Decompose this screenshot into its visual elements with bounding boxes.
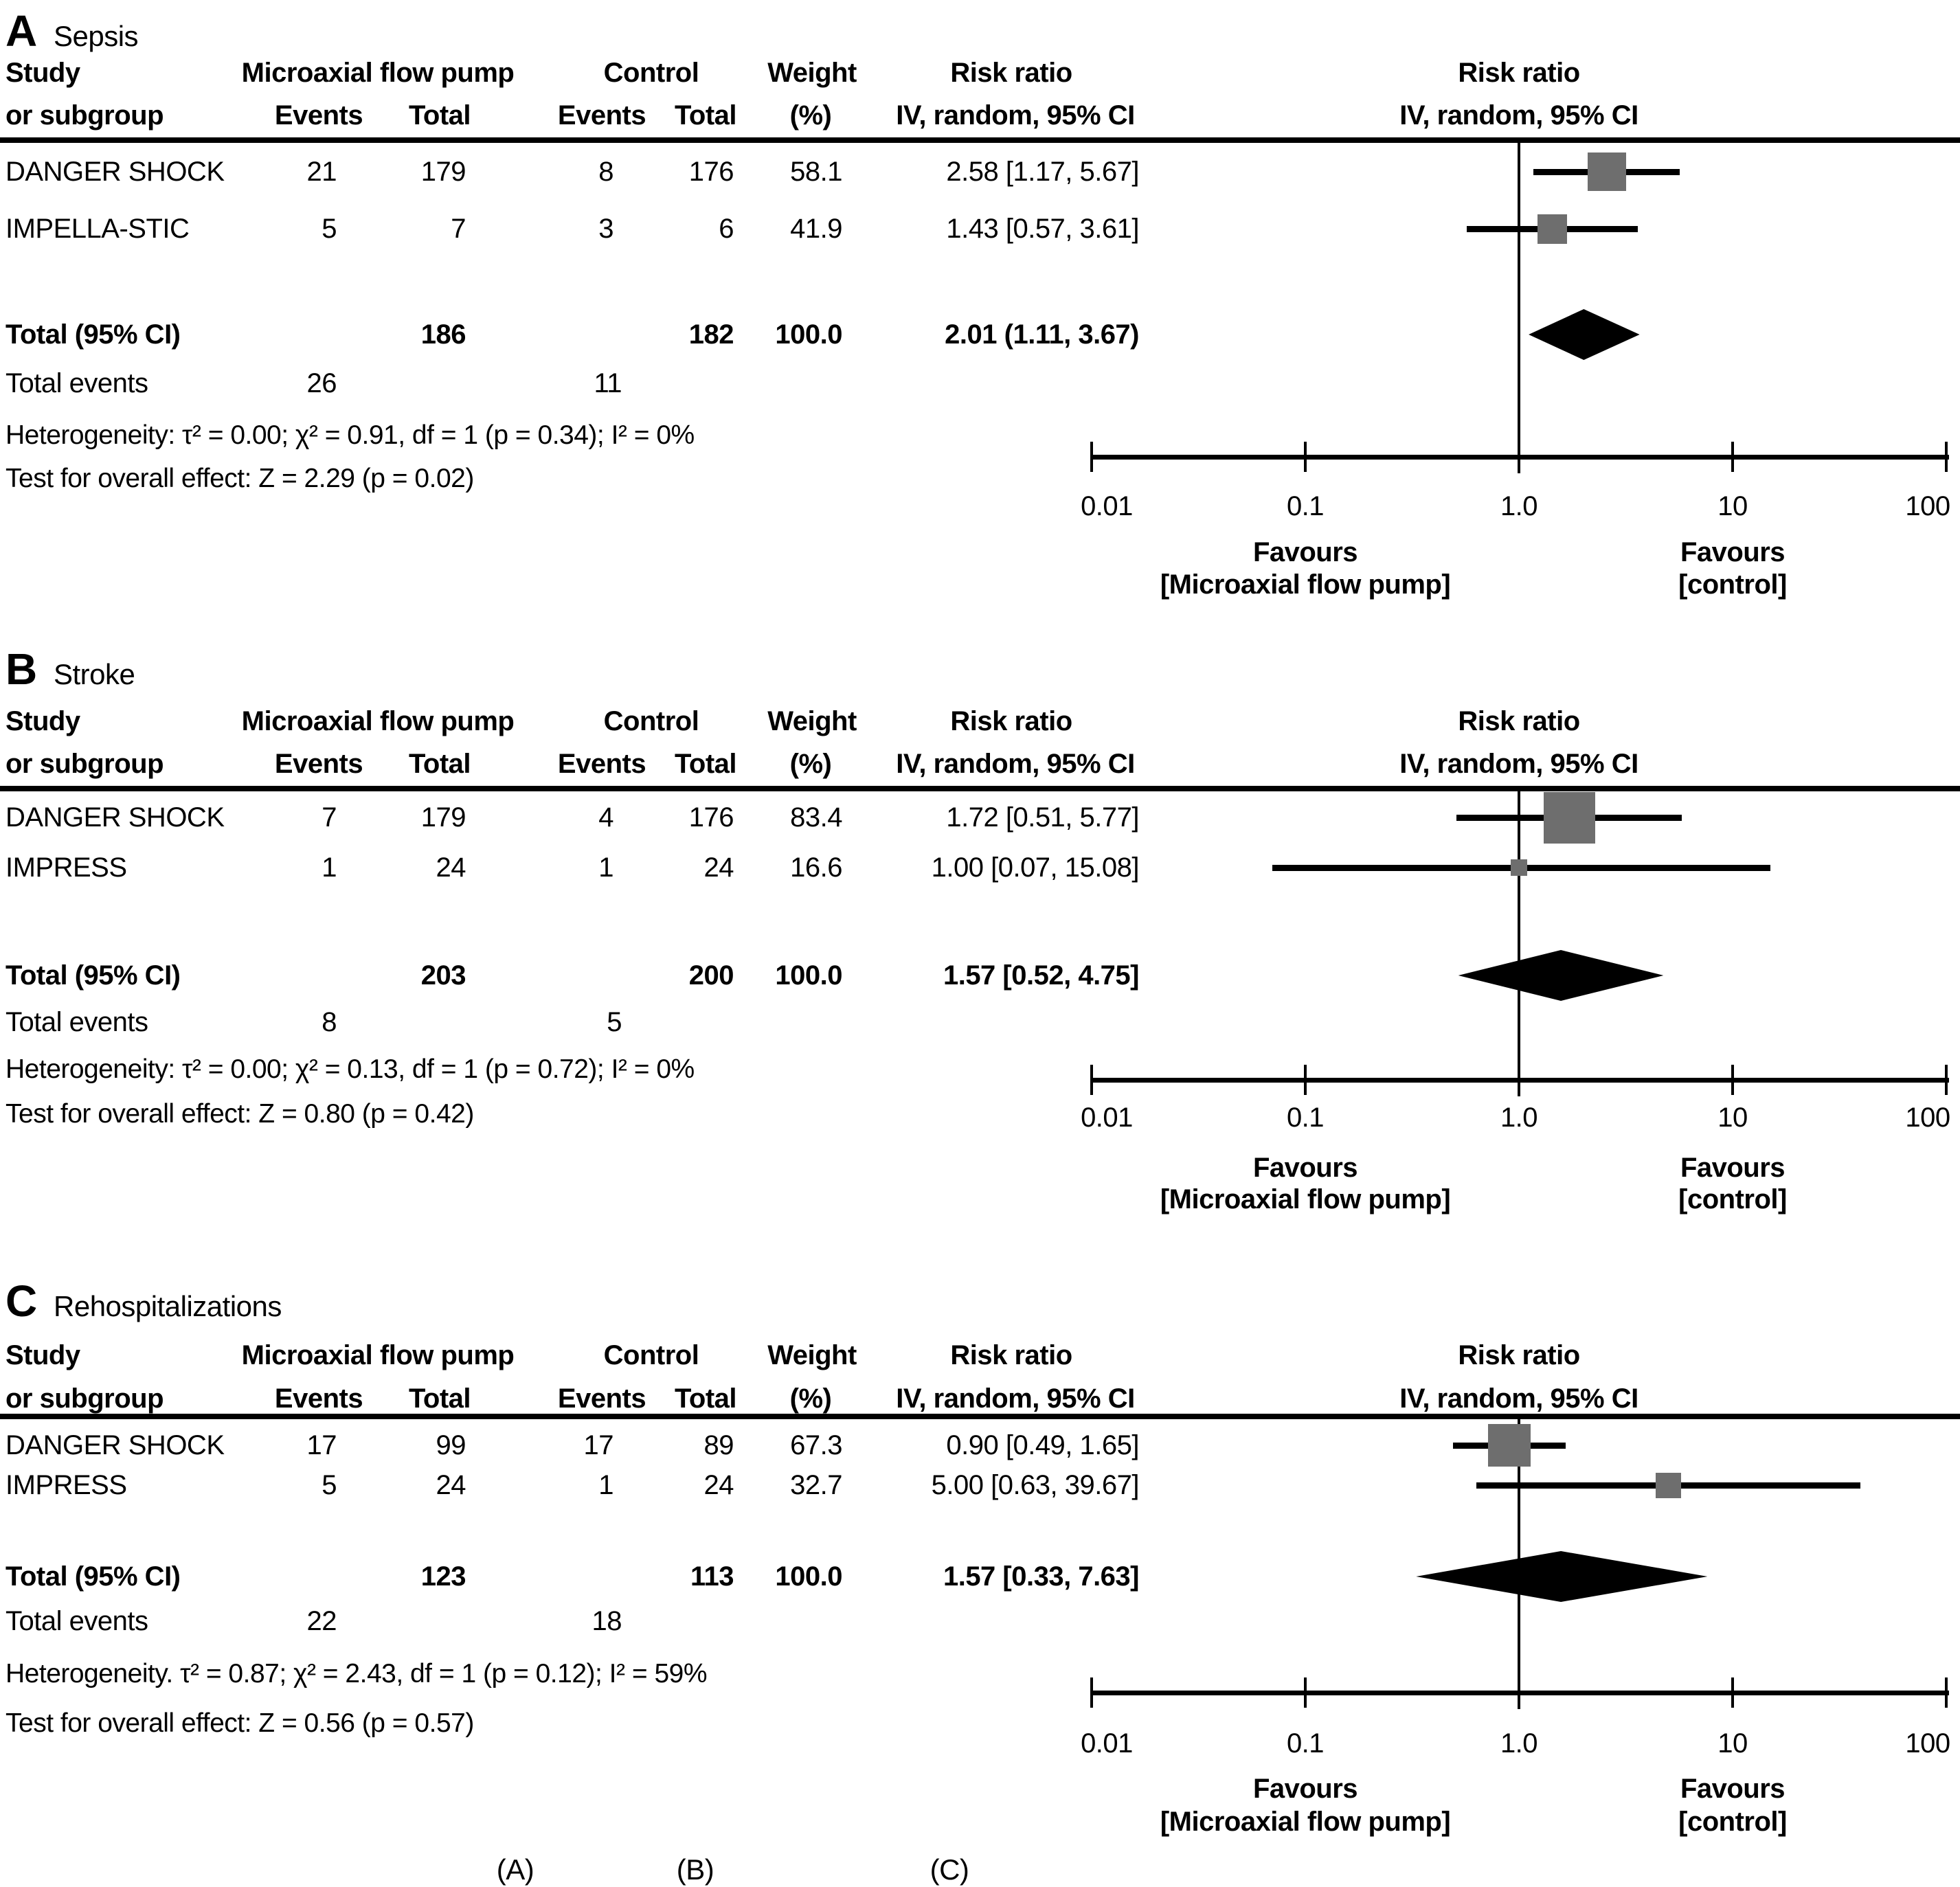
total-ctl-total: 113 (690, 1561, 734, 1592)
axis-tick (1731, 1677, 1734, 1708)
rr-ci-value: 0.90 [0.49, 1.65] (946, 1430, 1139, 1460)
tx-total-value: 179 (420, 802, 466, 833)
favours-right-line1: Favours (1680, 537, 1786, 567)
effect-square (1588, 152, 1626, 191)
tx-total-value: 7 (451, 214, 466, 244)
col-weight-line1: Weight (767, 1340, 857, 1370)
col-rr-line2: IV, random, 95% CI (896, 749, 1135, 779)
weight-value: 32.7 (790, 1470, 842, 1500)
col-weight-line1: Weight (767, 58, 857, 88)
plot-header-rr-line1: Risk ratio (1458, 706, 1580, 736)
col-group-control: Control (603, 1340, 699, 1370)
panel-title-b: Stroke (54, 657, 135, 690)
caption-fragment: (A) (496, 1853, 534, 1886)
weight-value: 16.6 (790, 852, 842, 883)
study-name: DANGER SHOCK (5, 802, 225, 833)
col-tx-events: Events (274, 100, 363, 131)
axis-tick-label: 0.01 (1081, 1103, 1133, 1133)
axis-tick (1731, 1065, 1734, 1095)
col-group-control: Control (603, 706, 699, 736)
axis-tick (1518, 1677, 1520, 1708)
col-group-treatment: Microaxial flow pump (241, 706, 515, 736)
ctl-total-value: 176 (688, 157, 734, 187)
header-rule (0, 786, 1960, 791)
reference-line (1518, 143, 1520, 473)
total-events-label: Total events (5, 1007, 148, 1037)
study-name: DANGER SHOCK (5, 157, 225, 187)
tx-events-value: 1 (322, 852, 337, 883)
header-rule (0, 1414, 1960, 1419)
study-name: IMPRESS (5, 852, 127, 883)
axis-tick-label: 0.1 (1286, 491, 1325, 521)
col-group-control: Control (603, 58, 699, 88)
axis-tick-label: 10 (1717, 1728, 1748, 1759)
total-tx-total: 203 (420, 960, 466, 991)
summary-diamond (1458, 950, 1664, 1001)
tx-total-value: 99 (436, 1430, 466, 1460)
col-ctl-total: Total (674, 100, 737, 131)
effect-square (1537, 214, 1567, 244)
tx-total-value: 24 (436, 852, 466, 883)
tx-events-value: 7 (322, 802, 337, 833)
col-study-line1: Study (5, 706, 80, 736)
favours-left-line2: [Microaxial flow pump] (1160, 1807, 1451, 1837)
col-rr-line1: Risk ratio (950, 1340, 1072, 1370)
axis-tick (1090, 1677, 1093, 1708)
ctl-total-value: 89 (703, 1430, 734, 1460)
total-label: Total (95% CI) (5, 1561, 181, 1592)
panel-letter-a: A (5, 5, 37, 56)
panel-letter-b: B (5, 644, 37, 694)
total-events-ctl: 11 (594, 368, 622, 398)
tx-total-value: 179 (420, 157, 466, 187)
plot-header-rr-line1: Risk ratio (1458, 1340, 1580, 1370)
total-events-tx: 8 (322, 1007, 337, 1037)
study-name: DANGER SHOCK (5, 1430, 225, 1460)
total-weight: 100.0 (775, 319, 842, 350)
axis-tick-label: 1.0 (1500, 1728, 1538, 1759)
total-rr-ci: 1.57 [0.33, 7.63] (943, 1561, 1139, 1592)
favours-left-line2: [Microaxial flow pump] (1160, 569, 1451, 600)
axis-tick (1090, 1065, 1093, 1095)
col-group-treatment: Microaxial flow pump (241, 1340, 515, 1370)
axis-tick (1304, 1065, 1307, 1095)
total-ctl-total: 182 (688, 319, 734, 350)
total-events-ctl: 5 (607, 1007, 622, 1037)
tx-events-value: 5 (322, 1470, 337, 1500)
weight-value: 67.3 (790, 1430, 842, 1460)
axis-tick (1518, 442, 1520, 472)
effect-square (1488, 1424, 1531, 1467)
plot-header-rr-line1: Risk ratio (1458, 58, 1580, 88)
col-ctl-events: Events (557, 1383, 646, 1414)
rr-ci-value: 1.72 [0.51, 5.77] (946, 802, 1139, 833)
total-events-ctl: 18 (592, 1606, 622, 1636)
study-name: IMPRESS (5, 1470, 127, 1500)
col-ctl-total: Total (674, 1383, 737, 1414)
axis-tick-label: 1.0 (1500, 1103, 1538, 1133)
ctl-total-value: 6 (719, 214, 734, 244)
favours-right-line1: Favours (1680, 1774, 1786, 1804)
total-events-tx: 22 (306, 1606, 337, 1636)
overall-effect-text: Test for overall effect: Z = 2.29 (p = 0.02) (5, 463, 474, 493)
weight-value: 41.9 (790, 214, 842, 244)
axis-tick-label: 100 (1905, 491, 1950, 521)
heterogeneity-text: Heterogeneity. τ² = 0.87; χ² = 2.43, df = 1 (p = 0.12); I² = 59% (5, 1658, 707, 1688)
total-rr-ci: 2.01 (1.11, 3.67) (945, 319, 1139, 350)
favours-left-line1: Favours (1252, 537, 1358, 567)
col-weight-line2: (%) (789, 1383, 832, 1414)
panel-title-c: Rehospitalizations (54, 1289, 282, 1322)
axis-tick-label: 100 (1905, 1728, 1950, 1759)
weight-value: 58.1 (790, 157, 842, 187)
total-weight: 100.0 (775, 960, 842, 991)
ctl-events-value: 1 (598, 1470, 613, 1500)
tx-total-value: 24 (436, 1470, 466, 1500)
axis-tick (1518, 1065, 1520, 1095)
favours-right-line2: [control] (1678, 1807, 1787, 1837)
plot-header-rr-line2: IV, random, 95% CI (1399, 1383, 1638, 1414)
study-name: IMPELLA-STIC (5, 214, 190, 244)
total-ctl-total: 200 (688, 960, 734, 991)
heterogeneity-text: Heterogeneity: τ² = 0.00; χ² = 0.13, df = 1 (p = 0.72); I² = 0% (5, 1054, 695, 1084)
caption-fragment: (B) (676, 1853, 714, 1886)
total-weight: 100.0 (775, 1561, 842, 1592)
total-events-tx: 26 (306, 368, 337, 398)
header-rule (0, 137, 1960, 143)
plot-header-rr-line2: IV, random, 95% CI (1399, 100, 1638, 131)
total-tx-total: 123 (420, 1561, 466, 1592)
weight-value: 83.4 (790, 802, 842, 833)
axis-tick (1731, 442, 1734, 472)
ctl-total-value: 176 (688, 802, 734, 833)
col-tx-total: Total (408, 1383, 471, 1414)
col-tx-events: Events (274, 749, 363, 779)
heterogeneity-text: Heterogeneity: τ² = 0.00; χ² = 0.91, df = 1 (p = 0.34); I² = 0% (5, 420, 695, 450)
summary-diamond (1529, 309, 1640, 360)
effect-square (1656, 1473, 1681, 1498)
plot-header-rr-line2: IV, random, 95% CI (1399, 749, 1638, 779)
tx-events-value: 17 (306, 1430, 337, 1460)
col-weight-line2: (%) (789, 749, 832, 779)
panel-letter-c: C (5, 1276, 37, 1326)
col-group-treatment: Microaxial flow pump (241, 58, 515, 88)
axis-tick-label: 0.01 (1081, 1728, 1133, 1759)
overall-effect-text: Test for overall effect: Z = 0.80 (p = 0.42) (5, 1098, 474, 1129)
col-study-line1: Study (5, 58, 80, 88)
col-rr-line2: IV, random, 95% CI (896, 1383, 1135, 1414)
axis-tick-label: 0.1 (1286, 1728, 1325, 1759)
axis-tick (1945, 1065, 1948, 1095)
col-study-line2: or subgroup (5, 100, 164, 131)
ctl-events-value: 1 (598, 852, 613, 883)
axis-tick-label: 10 (1717, 1103, 1748, 1133)
col-study-line1: Study (5, 1340, 80, 1370)
ctl-total-value: 24 (703, 1470, 734, 1500)
favours-right-line2: [control] (1678, 569, 1787, 600)
col-study-line2: or subgroup (5, 1383, 164, 1414)
total-rr-ci: 1.57 [0.52, 4.75] (943, 960, 1139, 991)
effect-square (1544, 792, 1595, 844)
rr-ci-value: 5.00 [0.63, 39.67] (931, 1470, 1139, 1500)
favours-left-line1: Favours (1252, 1774, 1358, 1804)
favours-left-line2: [Microaxial flow pump] (1160, 1184, 1451, 1214)
axis-tick (1945, 1677, 1948, 1708)
col-ctl-total: Total (674, 749, 737, 779)
rr-ci-value: 1.43 [0.57, 3.61] (946, 214, 1139, 244)
axis-tick-label: 0.1 (1286, 1103, 1325, 1133)
ctl-events-value: 8 (598, 157, 613, 187)
rr-ci-value: 1.00 [0.07, 15.08] (931, 852, 1139, 883)
caption-fragment: (C) (930, 1853, 969, 1886)
ctl-events-value: 4 (598, 802, 613, 833)
favours-left-line1: Favours (1252, 1153, 1358, 1183)
total-events-label: Total events (5, 368, 148, 398)
total-label: Total (95% CI) (5, 960, 181, 991)
total-label: Total (95% CI) (5, 319, 181, 350)
rr-ci-value: 2.58 [1.17, 5.67] (946, 157, 1139, 187)
axis-tick (1945, 442, 1948, 472)
axis-tick-label: 1.0 (1500, 491, 1538, 521)
tx-events-value: 21 (306, 157, 337, 187)
col-study-line2: or subgroup (5, 749, 164, 779)
total-tx-total: 186 (420, 319, 466, 350)
col-ctl-events: Events (557, 749, 646, 779)
col-rr-line2: IV, random, 95% CI (896, 100, 1135, 131)
reference-line (1518, 791, 1520, 1096)
axis-tick (1090, 442, 1093, 472)
col-rr-line1: Risk ratio (950, 706, 1072, 736)
summary-diamond (1416, 1551, 1707, 1602)
col-rr-line1: Risk ratio (950, 58, 1072, 88)
axis-tick (1304, 442, 1307, 472)
axis-tick (1304, 1677, 1307, 1708)
col-tx-events: Events (274, 1383, 363, 1414)
ctl-events-value: 3 (598, 214, 613, 244)
panel-title-a: Sepsis (54, 19, 139, 52)
effect-square (1511, 859, 1527, 876)
axis-tick-label: 100 (1905, 1103, 1950, 1133)
col-weight-line1: Weight (767, 706, 857, 736)
col-ctl-events: Events (557, 100, 646, 131)
axis-tick-label: 0.01 (1081, 491, 1133, 521)
col-tx-total: Total (408, 749, 471, 779)
overall-effect-text: Test for overall effect: Z = 0.56 (p = 0.57) (5, 1708, 474, 1738)
ctl-events-value: 17 (583, 1430, 613, 1460)
ctl-total-value: 24 (703, 852, 734, 883)
tx-events-value: 5 (322, 214, 337, 244)
total-events-label: Total events (5, 1606, 148, 1636)
col-weight-line2: (%) (789, 100, 832, 131)
axis-tick-label: 10 (1717, 491, 1748, 521)
col-tx-total: Total (408, 100, 471, 131)
favours-right-line1: Favours (1680, 1153, 1786, 1183)
favours-right-line2: [control] (1678, 1184, 1787, 1214)
